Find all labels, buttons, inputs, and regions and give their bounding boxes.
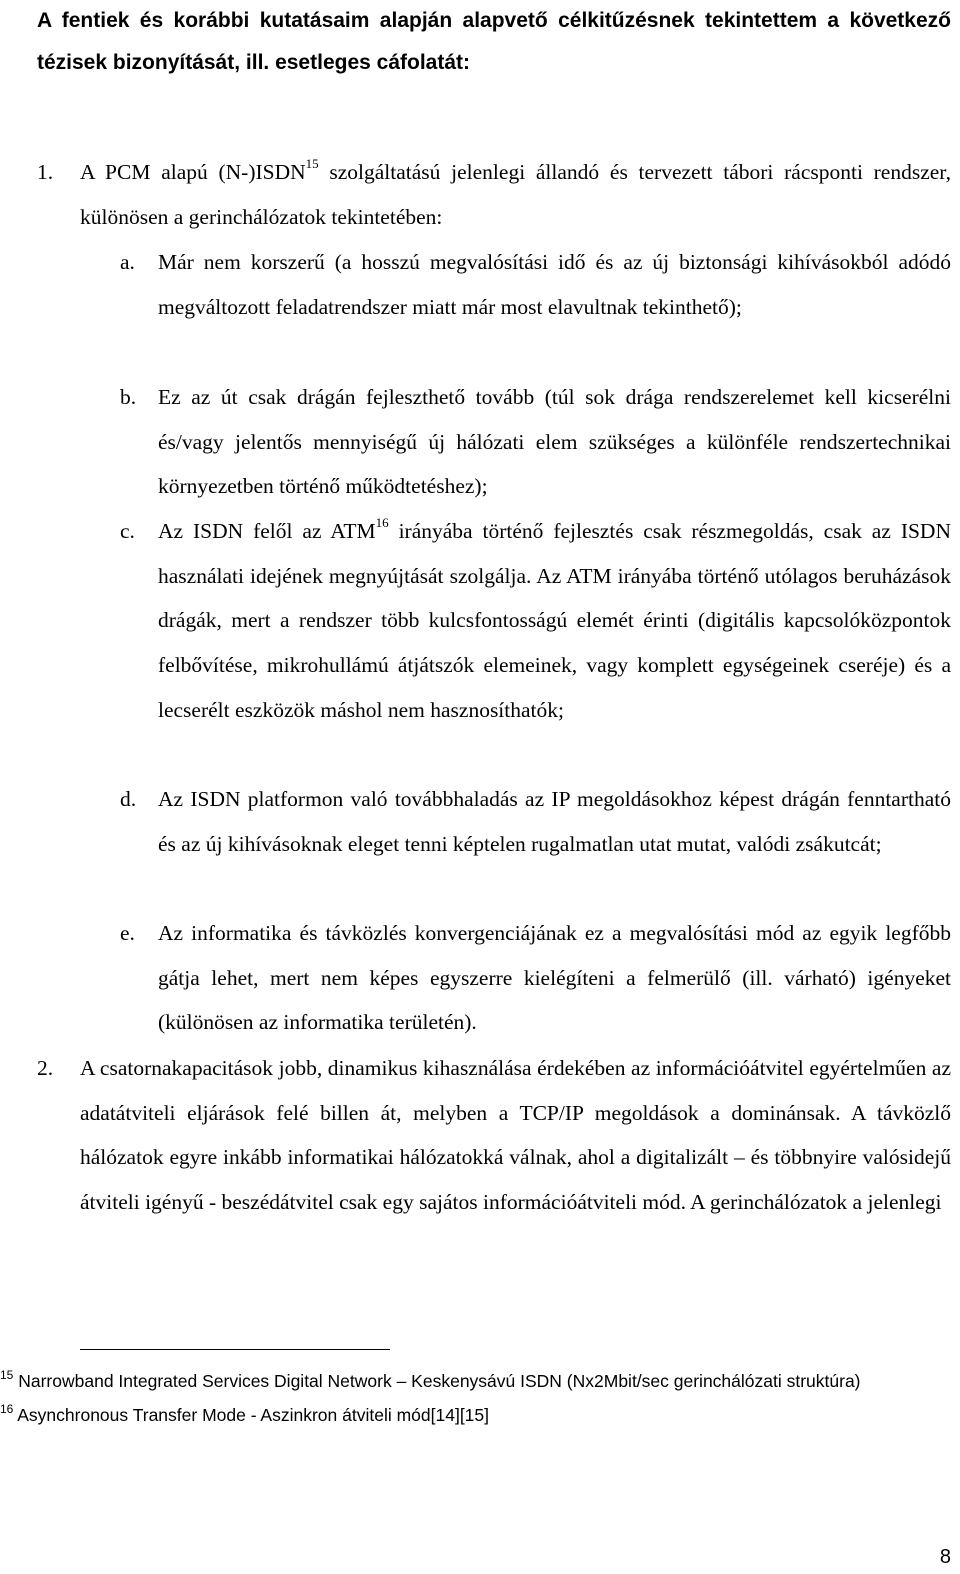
subitem-text: Az ISDN felől az ATM	[158, 519, 376, 543]
subitem-text: Az ISDN platformon való továbbhaladás az IP megoldásokhoz képest drágán fenntartható és az új kihívásoknak eleget tenni képtelen rugalmatlan utat mutat, valódi zsákutcát;	[158, 787, 951, 856]
subitem-d	[120, 777, 951, 866]
thesis-text: A csatornakapacitások jobb, dinamikus kihasználása érdekében az információátvitel egyértelműen az adatátviteli eljárások felé billen át, melyben a TCP/IP megoldások a dominánsak. A távközlő hálózatok egyre inkább informatikai hálózatokká válnak, ahol a digitalizált – és többnyire valósidejű átviteli igényű - beszédátvitel csak egy sajátos információátviteli mód. A gerinchálózatok a jelenlegi	[80, 1056, 951, 1215]
intro-paragraph: A fentiek és korábbi kutatásaim alapján alapvető célkitűzésnek tekintettem a következő tézisek bizonyítását, ill. esetleges cáfolatát:	[37, 9, 951, 74]
subitem-letter: c.	[120, 519, 135, 543]
subitem-e	[120, 911, 951, 1045]
subitem-letter: b.	[120, 385, 137, 409]
subitem-text: Ez az út csak drágán fejleszthető tovább (túl sok drága rendszerelemet kell kicserélni és/vagy jelentős mennyiségű új hálózati elem szükséges a különféle rendszertechnikai környezetben történő működtetéshez);	[158, 385, 951, 499]
footnote-mark: 16	[0, 1402, 14, 1417]
subitem-letter: e.	[120, 921, 135, 945]
footnote-15	[0, 1367, 920, 1395]
subitem-text: irányába történő fejlesztés csak részmegoldás, csak az ISDN használati idejének megnyújtását szolgálja. Az ATM irányába történő utólagos beruházások drágák, mert a rendszer több kulcsfontosságú elemét érinti (digitális kapcsolóközpontok felbővítése, mikrohullámú átjátszók elemeinek, vagy komplett egységeinek cseréje) és a lecserélt eszközök máshol nem hasznosíthatók;	[158, 519, 951, 722]
subitem-b	[120, 375, 951, 509]
footnote-separator	[80, 1349, 390, 1350]
thesis-number: 1.	[37, 160, 54, 184]
subitem-c	[120, 509, 951, 733]
subitem-letter: d.	[120, 787, 137, 811]
footnote-mark: 15	[0, 1368, 14, 1383]
footnote-text: Asynchronous Transfer Mode - Aszinkron átviteli mód[14][15]	[13, 1405, 490, 1425]
subitem-text: Az informatika és távközlés konvergenciájának ez a megvalósítási mód az egyik legfőbb gátja lehet, mert nem képes egyszerre kielégíteni a felmerülő (ill. várható) igényeket (különösen az informatika területén).	[158, 921, 951, 1035]
subitem-text: Már nem korszerű (a hosszú megvalósítási idő és az új biztonsági kihívásokból adódó megváltozott feladatrendszer miatt már most elavultnak tekinthető);	[158, 250, 951, 319]
thesis-item-2	[37, 1046, 951, 1225]
footnotes	[0, 1367, 920, 1429]
footnote-text: Narrowband Integrated Services Digital Network – Keskenysávú ISDN (Nx2Mbit/sec gerinchálózati struktúra)	[13, 1371, 861, 1391]
thesis-number: 2.	[37, 1056, 54, 1080]
subitem-a	[120, 240, 951, 329]
footnote-ref: 15	[305, 155, 319, 171]
thesis-item-1	[37, 150, 951, 239]
page-number: 8	[939, 1546, 951, 1568]
footnote-ref: 16	[375, 514, 389, 530]
thesis-text: A PCM alapú (N-)ISDN	[80, 160, 306, 184]
footnote-16	[0, 1401, 920, 1429]
thesis-text: szolgáltatású jelenlegi állandó és tervezett tábori rácsponti rendszer, különösen a gerinchálózatok tekintetében:	[80, 160, 951, 229]
subitem-letter: a.	[120, 250, 135, 274]
